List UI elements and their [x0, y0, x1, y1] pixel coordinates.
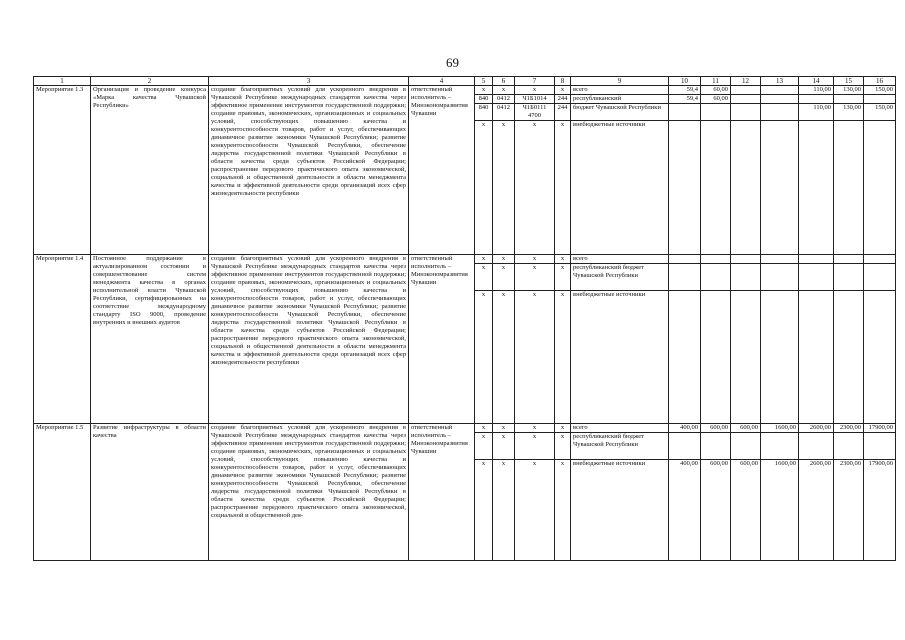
grbs-cell: 840 [475, 104, 493, 121]
expense-type-cell: x [555, 121, 571, 255]
value-cell [864, 264, 896, 291]
value-cell [799, 433, 834, 460]
target-article-cell: x [515, 255, 555, 264]
section-cell: x [493, 291, 515, 424]
value-cell: 130,00 [834, 86, 864, 95]
value-cell [761, 291, 799, 424]
grbs-cell: x [475, 291, 493, 424]
value-cell: 1600,00 [761, 424, 799, 433]
grbs-cell: x [475, 264, 493, 291]
measure-goal: создание благоприятных условий для ускоренного внедрения в Чувашской Республике международных стандартов качества через эффективное применение инструментов государственной поддержки; создание правовых, экономических, организационных и социальных условий, способствующих повышению качества и конкурентоспособности товаров, работ и услуг, обеспечивающих динамичное развитие экономики Чувашской Республики; развитие конкурентоспособности Чувашской Республики, обеспечение лидерства государственной политики Чувашской Республики в области качества среди субъектов Российской Федерации; распространение передового практического опыта экономической, социальной и общественной деятельности в области менеджмента качества и эффективной деятельности среди организаций всех сфер жизнедеятельности республики [209, 255, 409, 424]
value-cell: 1600,00 [761, 460, 799, 561]
funding-source: всего [571, 255, 669, 264]
grbs-cell: x [475, 460, 493, 561]
col-header: 10 [669, 77, 701, 86]
value-cell: 2300,00 [834, 424, 864, 433]
value-cell [701, 104, 731, 121]
measure-executor: ответственный исполнитель – Минэкономразвития Чувашии [409, 424, 475, 561]
value-cell [731, 433, 761, 460]
funding-source: республиканский бюджет Чувашской Республики [571, 264, 669, 291]
expense-type-cell: x [555, 460, 571, 561]
value-cell [761, 104, 799, 121]
measure-executor: ответственный исполнитель – Минэкономразвития Чувашии [409, 86, 475, 255]
value-cell: 110,00 [799, 104, 834, 121]
col-header: 12 [731, 77, 761, 86]
target-article-cell: x [515, 433, 555, 460]
value-cell: 600,00 [731, 460, 761, 561]
value-cell: 59,4 [669, 95, 701, 104]
section-cell: x [493, 86, 515, 95]
funding-source: внебюджетные источники [571, 460, 669, 561]
col-header: 4 [409, 77, 475, 86]
value-cell [834, 255, 864, 264]
target-article-cell: x [515, 460, 555, 561]
measure-goal: создание благоприятных условий для ускоренного внедрения в Чувашской Республике международных стандартов качества через эффективное применение инструментов государственной поддержки; создание правовых, экономических, организационных и социальных условий, способствующих повышению качества и конкурентоспособности товаров, работ и услуг, обеспечивающих динамичное развитие экономики Чувашской Республики; развитие конкурентоспособности Чувашской Республики, обеспечение лидерства государственной политики Чувашской Республики в области качества среди субъектов Российской Федерации; распространение передового практического опыта экономической, социальной и общественной деятельности в области менеджмента качества и эффективной деятельности среди организаций всех сфер жизнедеятельности республики [209, 86, 409, 255]
measure-name: Организация и проведение конкурса «Марка качества Чувашской Республики» [91, 86, 209, 255]
value-cell [669, 121, 701, 255]
section-cell: x [493, 255, 515, 264]
value-cell: 17900,00 [864, 460, 896, 561]
value-cell: 150,00 [864, 86, 896, 95]
value-cell [834, 291, 864, 424]
value-cell [834, 121, 864, 255]
grbs-cell: 840 [475, 95, 493, 104]
value-cell: 59,4 [669, 86, 701, 95]
target-article-cell: x [515, 424, 555, 433]
value-cell [799, 95, 834, 104]
measure-executor: ответственный исполнитель – Минэкономразвития Чувашии [409, 255, 475, 424]
measure-id: Мероприятие 1.5 [34, 424, 91, 561]
grbs-cell: x [475, 433, 493, 460]
value-cell [731, 95, 761, 104]
expense-type-cell: x [555, 291, 571, 424]
measure-name: Развитие инфраструктуры в области качества [91, 424, 209, 561]
value-cell [761, 264, 799, 291]
col-header: 13 [761, 77, 799, 86]
value-cell [799, 121, 834, 255]
funding-source: всего [571, 424, 669, 433]
value-cell [761, 255, 799, 264]
value-cell: 600,00 [701, 460, 731, 561]
col-header: 15 [834, 77, 864, 86]
funding-source: внебюджетные источники [571, 121, 669, 255]
col-header: 6 [493, 77, 515, 86]
target-article-cell: x [515, 86, 555, 95]
target-article-cell: x [515, 291, 555, 424]
value-cell [669, 264, 701, 291]
expense-type-cell: x [555, 255, 571, 264]
value-cell [864, 291, 896, 424]
col-header: 7 [515, 77, 555, 86]
value-cell: 60,00 [701, 86, 731, 95]
section-cell: x [493, 433, 515, 460]
section-cell: x [493, 460, 515, 561]
col-header: 3 [209, 77, 409, 86]
measure-id: Мероприятие 1.4 [34, 255, 91, 424]
column-number-row [34, 77, 896, 86]
value-cell [761, 121, 799, 255]
target-article-cell: x [515, 121, 555, 255]
measure-id: Мероприятие 1.3 [34, 86, 91, 255]
value-cell: 400,00 [669, 460, 701, 561]
funding-source: всего [571, 86, 669, 95]
value-cell [834, 95, 864, 104]
value-cell: 600,00 [731, 424, 761, 433]
col-header: 2 [91, 77, 209, 86]
value-cell [761, 86, 799, 95]
value-cell [731, 86, 761, 95]
value-cell [799, 264, 834, 291]
value-cell [701, 121, 731, 255]
grbs-cell: x [475, 255, 493, 264]
col-header: 14 [799, 77, 834, 86]
value-cell [669, 291, 701, 424]
value-cell: 2600,00 [799, 424, 834, 433]
grbs-cell: x [475, 86, 493, 95]
value-cell [701, 264, 731, 291]
value-cell [761, 95, 799, 104]
value-cell [864, 255, 896, 264]
value-cell [731, 121, 761, 255]
funding-source: бюджет Чувашской Республики [571, 104, 669, 121]
value-cell: 2300,00 [834, 460, 864, 561]
expense-type-cell: x [555, 424, 571, 433]
funding-source: республиканский бюджет Чувашской Республики [571, 433, 669, 460]
value-cell: 150,00 [864, 104, 896, 121]
value-cell [731, 104, 761, 121]
program-table [33, 76, 896, 561]
col-header: 16 [864, 77, 896, 86]
col-header: 11 [701, 77, 731, 86]
target-article-cell: Ч1Б1014 [515, 95, 555, 104]
table-row [34, 255, 896, 264]
value-cell: 110,00 [799, 86, 834, 95]
value-cell: 400,00 [669, 424, 701, 433]
section-cell: x [493, 264, 515, 291]
funding-source: внебюджетные источники [571, 291, 669, 424]
measure-goal: создание благоприятных условий для ускоренного внедрения в Чувашской Республике международных стандартов качества через эффективное применение инструментов государственной поддержки; создание правовых, экономических, организационных и социальных условий, способствующих повышению качества и конкурентоспособности товаров, работ и услуг, обеспечивающих динамичное развитие экономики Чувашской Республики; развитие конкурентоспособности Чувашской Республики, обеспечение лидерства государственной политики Чувашской Республики в области качества среди субъектов Российской Федерации; распространение передового практического опыта экономической, социальной и общественной дея- [209, 424, 409, 561]
section-cell: x [493, 424, 515, 433]
value-cell [701, 255, 731, 264]
value-cell [669, 255, 701, 264]
col-header: 9 [571, 77, 669, 86]
value-cell [669, 433, 701, 460]
section-cell: 0412 [493, 104, 515, 121]
value-cell [701, 291, 731, 424]
value-cell [669, 104, 701, 121]
section-cell: 0412 [493, 95, 515, 104]
value-cell [701, 433, 731, 460]
expense-type-cell: 244 [555, 104, 571, 121]
section-cell: x [493, 121, 515, 255]
funding-source: республиканский [571, 95, 669, 104]
target-article-cell: x [515, 264, 555, 291]
value-cell [731, 255, 761, 264]
table-row [34, 86, 896, 95]
grbs-cell: x [475, 121, 493, 255]
expense-type-cell: x [555, 264, 571, 291]
value-cell [731, 264, 761, 291]
target-article-cell: Ч1Б0111 4700 [515, 104, 555, 121]
value-cell [864, 433, 896, 460]
value-cell [864, 95, 896, 104]
value-cell [761, 433, 799, 460]
value-cell: 60,00 [701, 95, 731, 104]
col-header: 8 [555, 77, 571, 86]
expense-type-cell: x [555, 433, 571, 460]
value-cell [864, 121, 896, 255]
col-header: 5 [475, 77, 493, 86]
value-cell [731, 291, 761, 424]
expense-type-cell: 244 [555, 95, 571, 104]
expense-type-cell: x [555, 86, 571, 95]
table-row [34, 424, 896, 433]
value-cell [834, 264, 864, 291]
value-cell [799, 291, 834, 424]
value-cell: 2600,00 [799, 460, 834, 561]
page-number: 69 [446, 55, 459, 70]
value-cell [799, 255, 834, 264]
value-cell [834, 433, 864, 460]
grbs-cell: x [475, 424, 493, 433]
col-header: 1 [34, 77, 91, 86]
value-cell: 130,00 [834, 104, 864, 121]
measure-name: Постоянное поддержание в актуализированном состоянии и совершенствование систем менеджмента качества в органах исполнительной власти Чувашской Республики, сертифицированных на соответствие международному стандарту ISO 9000, проведение внутренних и внешних аудитов [91, 255, 209, 424]
value-cell: 17900,00 [864, 424, 896, 433]
value-cell: 600,00 [701, 424, 731, 433]
